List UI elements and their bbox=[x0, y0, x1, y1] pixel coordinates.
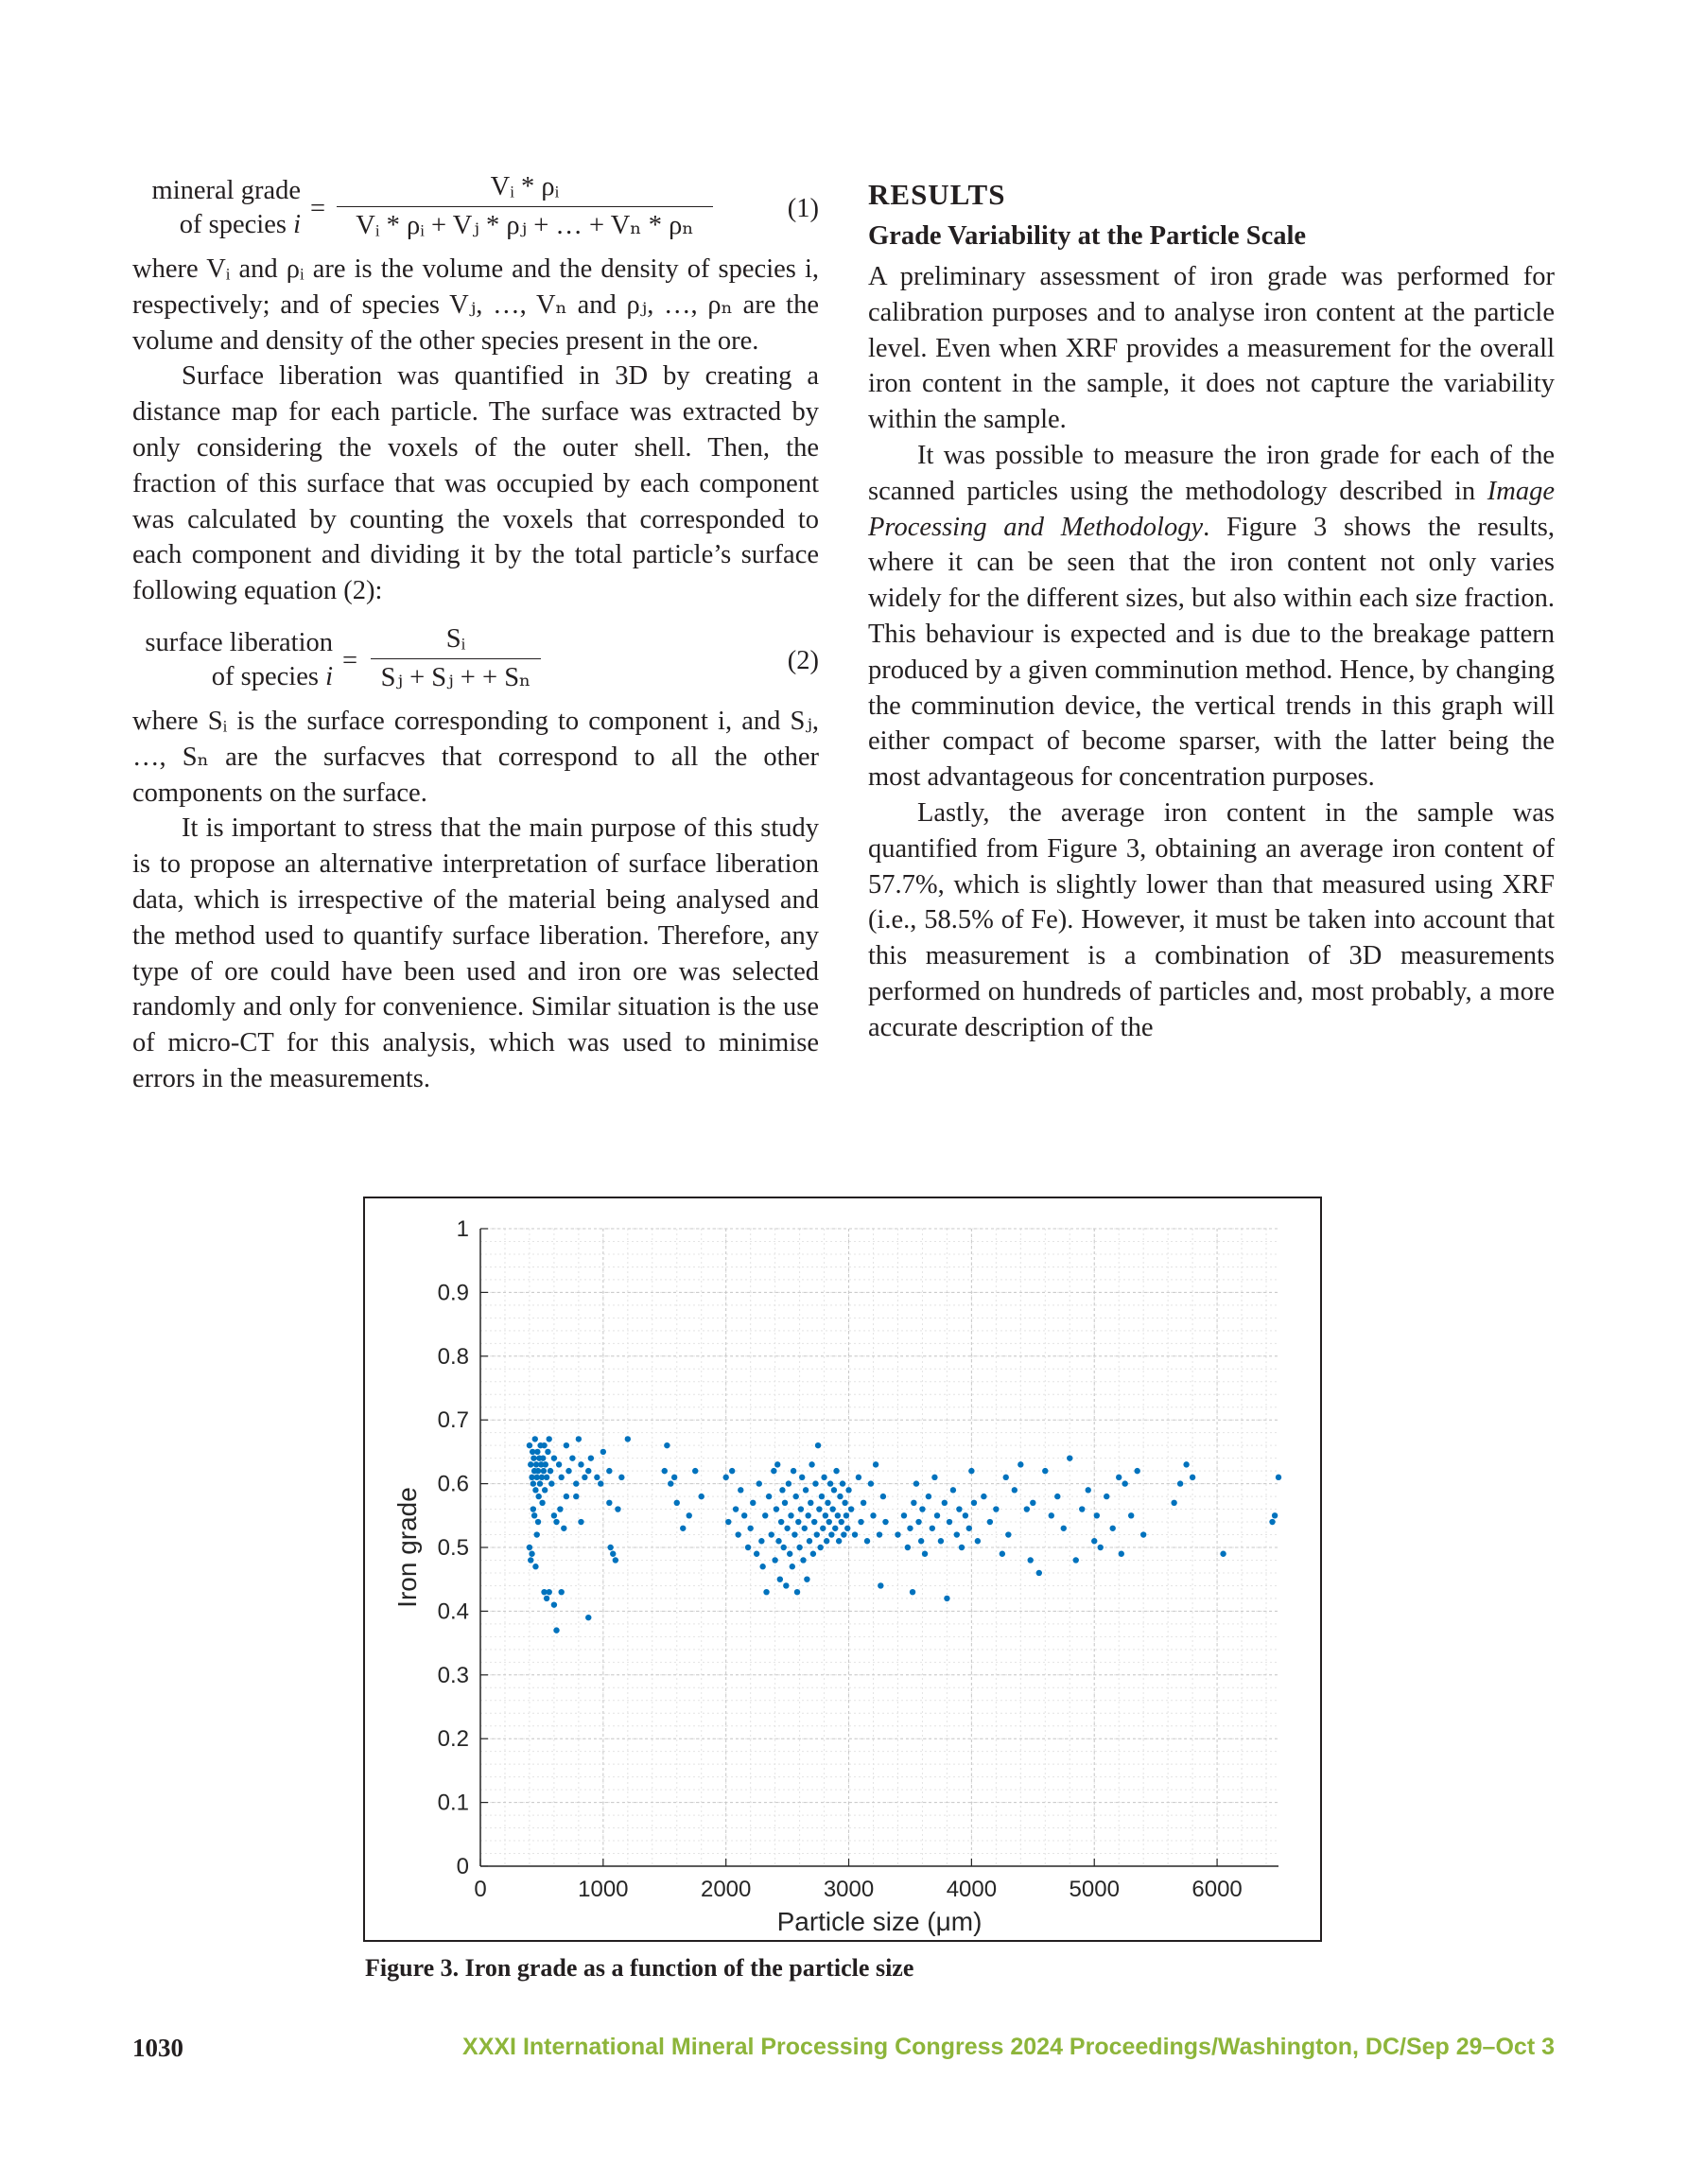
data-point bbox=[532, 1436, 538, 1441]
data-point bbox=[557, 1506, 563, 1511]
data-point bbox=[1269, 1519, 1275, 1525]
data-point bbox=[1030, 1500, 1035, 1506]
data-point bbox=[930, 1526, 935, 1531]
x-tick-label: 3000 bbox=[823, 1877, 875, 1902]
equation-2-lhs-var: i bbox=[325, 661, 333, 691]
data-point bbox=[699, 1494, 704, 1499]
left-column bbox=[132, 170, 819, 1097]
data-point bbox=[905, 1545, 911, 1550]
x-tick-label: 6000 bbox=[1191, 1877, 1243, 1902]
equation-2-equals: = bbox=[342, 645, 358, 675]
left-paragraph-2: Surface liberation was quantified in 3D by creating a distance map for each particle. The surface was extracted by only considering the voxels of the outer shell. Then, the fraction of this surface that was occupied by each component was calculated by counting the voxels that corresponded to each component and dividing it by the total particle’s surface following equation (2): bbox=[132, 361, 819, 606]
data-point bbox=[858, 1519, 863, 1525]
data-point bbox=[926, 1494, 931, 1499]
data-point bbox=[826, 1519, 832, 1525]
data-point bbox=[540, 1455, 546, 1460]
data-point bbox=[833, 1468, 839, 1474]
data-point bbox=[815, 1442, 821, 1448]
data-point bbox=[942, 1500, 948, 1506]
data-point bbox=[762, 1512, 768, 1518]
data-point bbox=[1012, 1487, 1017, 1493]
data-point bbox=[913, 1480, 919, 1486]
data-point bbox=[530, 1506, 536, 1511]
data-point bbox=[769, 1531, 774, 1537]
y-axis-label: Iron grade bbox=[392, 1487, 422, 1608]
data-point bbox=[1128, 1512, 1134, 1518]
left-paragraph-1: where Vᵢ and ρᵢ are is the volume and the density of species i, respectively; and of species Vⱼ, …, Vₙ and ρⱼ, …, ρₙ are the volume and density of the other species present in the ore. bbox=[132, 254, 819, 356]
right-paragraph-3: Lastly, the average iron content in the sample was quantified from Figure 3, obtaining an average iron content of 57.7%, which is slightly lower than that measured using XRF (i.e., 58.5% of Fe). However, it must be taken into account that this measurement is a combination of 3D measurements performed on hundreds of particles and, most probably, a more accurate description of the bbox=[868, 797, 1555, 1042]
data-point bbox=[741, 1512, 747, 1518]
data-point bbox=[931, 1475, 937, 1480]
data-point bbox=[528, 1461, 533, 1467]
data-point bbox=[821, 1475, 826, 1480]
data-point bbox=[810, 1551, 816, 1557]
data-point bbox=[968, 1468, 974, 1474]
data-point bbox=[816, 1506, 822, 1511]
data-point bbox=[820, 1526, 826, 1531]
x-tick-label: 4000 bbox=[946, 1877, 998, 1902]
data-point bbox=[837, 1494, 843, 1499]
data-point bbox=[805, 1512, 810, 1518]
x-tick-label: 2000 bbox=[700, 1877, 752, 1902]
data-point bbox=[594, 1475, 600, 1480]
data-point bbox=[534, 1449, 540, 1455]
data-point bbox=[827, 1480, 833, 1486]
data-point bbox=[915, 1519, 921, 1525]
data-point bbox=[1000, 1551, 1005, 1557]
data-point bbox=[553, 1519, 559, 1525]
data-point bbox=[824, 1538, 829, 1544]
data-point bbox=[1122, 1480, 1127, 1486]
data-point bbox=[844, 1512, 849, 1518]
equation-1-denominator: Vᵢ * ρᵢ + Vⱼ * ρⱼ + … + Vₙ * ρₙ bbox=[337, 206, 713, 243]
data-point bbox=[1073, 1557, 1079, 1563]
data-point bbox=[576, 1436, 582, 1441]
data-point bbox=[831, 1487, 837, 1493]
x-tick-label: 5000 bbox=[1069, 1877, 1120, 1902]
data-point bbox=[907, 1526, 913, 1531]
data-point bbox=[1005, 1531, 1011, 1537]
data-point bbox=[573, 1494, 579, 1499]
data-point bbox=[1140, 1531, 1146, 1537]
data-point bbox=[547, 1589, 552, 1595]
data-point bbox=[687, 1512, 692, 1518]
data-point bbox=[878, 1582, 883, 1588]
data-point bbox=[766, 1494, 772, 1499]
data-point bbox=[882, 1519, 888, 1525]
data-point bbox=[798, 1506, 804, 1511]
data-point bbox=[790, 1564, 795, 1569]
data-point bbox=[553, 1627, 559, 1633]
data-point bbox=[825, 1500, 830, 1506]
data-point bbox=[551, 1512, 557, 1518]
data-point bbox=[802, 1526, 808, 1531]
data-point bbox=[812, 1480, 818, 1486]
data-point bbox=[873, 1461, 878, 1467]
data-point bbox=[772, 1557, 777, 1563]
data-point bbox=[537, 1480, 543, 1486]
data-point bbox=[573, 1480, 579, 1486]
data-point bbox=[662, 1468, 668, 1474]
data-point bbox=[531, 1512, 537, 1518]
y-tick-label: 0.4 bbox=[437, 1599, 469, 1625]
data-point bbox=[1272, 1512, 1278, 1518]
data-point bbox=[800, 1557, 806, 1563]
data-point bbox=[803, 1487, 809, 1493]
data-point bbox=[1110, 1526, 1116, 1531]
data-point bbox=[791, 1531, 797, 1537]
data-point bbox=[918, 1538, 924, 1544]
data-point bbox=[1116, 1475, 1122, 1480]
footer-text: XXXI International Mineral Processing Congress 2024 Proceedings/Washington, DC/Sep 29–Oct 3 bbox=[462, 2034, 1555, 2060]
data-point bbox=[664, 1442, 670, 1448]
data-point bbox=[545, 1449, 550, 1455]
data-point bbox=[950, 1487, 956, 1493]
data-point bbox=[1036, 1570, 1042, 1576]
equation-2 bbox=[132, 622, 819, 704]
x-tick-label: 1000 bbox=[578, 1877, 629, 1902]
scatter-chart bbox=[365, 1198, 1320, 1940]
data-point bbox=[547, 1436, 552, 1441]
data-point bbox=[848, 1506, 854, 1511]
data-point bbox=[600, 1449, 606, 1455]
data-point bbox=[829, 1506, 835, 1511]
data-point bbox=[819, 1494, 825, 1499]
data-point bbox=[777, 1577, 783, 1582]
data-point bbox=[668, 1480, 673, 1486]
data-point bbox=[561, 1526, 566, 1531]
right-paragraph-2 bbox=[868, 438, 1555, 795]
right-paragraph-1: A preliminary assessment of iron grade was performed for calibration purposes and to analyse iron content at the particle level. Even when XRF provides a measurement for the overall iron content in the sample, it does not capture the variability within the sample. bbox=[868, 262, 1555, 435]
right-paragraph-2-a: It was possible to measure the iron grade for each of the scanned particles using the methodology described in bbox=[868, 440, 1555, 506]
y-tick-label: 0.1 bbox=[437, 1790, 469, 1816]
data-point bbox=[817, 1545, 823, 1550]
equation-1-lhs-line1: mineral grade bbox=[151, 176, 301, 205]
data-point bbox=[585, 1468, 591, 1474]
section-heading: RESULTS bbox=[868, 178, 1006, 211]
y-tick-label: 0.8 bbox=[437, 1343, 469, 1370]
data-point bbox=[680, 1526, 686, 1531]
data-point bbox=[919, 1506, 925, 1511]
data-point bbox=[842, 1500, 847, 1506]
equation-2-denominator: Sⱼ + Sⱼ + + Sₙ bbox=[371, 658, 541, 695]
data-point bbox=[1134, 1468, 1139, 1474]
data-point bbox=[1067, 1455, 1072, 1460]
equation-1-numerator: Vᵢ * ρᵢ bbox=[490, 172, 560, 201]
data-point bbox=[1098, 1545, 1104, 1550]
data-point bbox=[758, 1538, 764, 1544]
data-point bbox=[870, 1512, 876, 1518]
data-point bbox=[671, 1475, 677, 1480]
data-point bbox=[793, 1494, 799, 1499]
data-point bbox=[578, 1519, 583, 1525]
data-point bbox=[551, 1601, 557, 1607]
data-point bbox=[528, 1557, 533, 1563]
data-point bbox=[778, 1519, 784, 1525]
data-point bbox=[1024, 1506, 1030, 1511]
equation-2-numerator: Sᵢ bbox=[445, 623, 466, 654]
data-point bbox=[745, 1545, 751, 1550]
data-point bbox=[607, 1545, 613, 1550]
data-point bbox=[1042, 1468, 1048, 1474]
data-point bbox=[786, 1480, 791, 1486]
data-point bbox=[781, 1545, 787, 1550]
data-point bbox=[558, 1589, 564, 1595]
equation-1-number: (1) bbox=[787, 194, 819, 223]
data-point bbox=[530, 1480, 536, 1486]
y-tick-label: 0.5 bbox=[437, 1535, 469, 1561]
data-point bbox=[618, 1475, 624, 1480]
data-point bbox=[1017, 1461, 1023, 1467]
data-point bbox=[987, 1519, 993, 1525]
data-point bbox=[861, 1500, 866, 1506]
equation-2-lhs-line1: surface liberation bbox=[145, 627, 333, 657]
data-point bbox=[548, 1480, 554, 1486]
data-point bbox=[971, 1500, 977, 1506]
data-point bbox=[782, 1500, 788, 1506]
data-point bbox=[558, 1475, 564, 1480]
data-point bbox=[1049, 1512, 1054, 1518]
data-point bbox=[551, 1455, 557, 1460]
data-point bbox=[895, 1531, 900, 1537]
data-point bbox=[1220, 1551, 1226, 1557]
data-point bbox=[757, 1480, 762, 1486]
data-point bbox=[674, 1500, 680, 1506]
data-point bbox=[544, 1475, 549, 1480]
data-point bbox=[877, 1531, 882, 1537]
equation-1 bbox=[132, 170, 819, 252]
data-point bbox=[582, 1475, 587, 1480]
data-point bbox=[779, 1487, 785, 1493]
right-paragraph-2-b: . Figure 3 shows the results, where it can be seen that the iron content not only varies widely for the different sizes, but also within each size fraction. This behaviour is expected and is due to the breakage pattern produced by a given comminution method. Hence, by changing the comminution device, the vertical trends in this graph will either compact of become sparser, with the latter being the most advantageous for concentration purposes. bbox=[868, 512, 1556, 793]
data-point bbox=[1119, 1551, 1124, 1557]
data-point bbox=[1061, 1526, 1067, 1531]
data-point bbox=[527, 1442, 532, 1448]
data-point bbox=[774, 1506, 779, 1511]
data-point bbox=[1177, 1480, 1183, 1486]
data-point bbox=[529, 1551, 534, 1557]
data-point bbox=[565, 1468, 571, 1474]
data-point bbox=[535, 1494, 541, 1499]
data-point bbox=[787, 1551, 792, 1557]
data-point bbox=[844, 1526, 850, 1531]
equation-1-equals: = bbox=[310, 194, 326, 223]
data-point bbox=[610, 1551, 616, 1557]
data-point bbox=[543, 1461, 548, 1467]
data-point bbox=[856, 1475, 861, 1480]
data-point bbox=[839, 1519, 844, 1525]
data-point bbox=[993, 1506, 999, 1511]
data-point bbox=[754, 1551, 759, 1557]
data-point bbox=[759, 1564, 765, 1569]
data-point bbox=[1091, 1538, 1097, 1544]
equation-1-fraction bbox=[337, 170, 713, 243]
data-point bbox=[534, 1531, 540, 1537]
data-point bbox=[841, 1531, 846, 1537]
right-paragraph-2-italic: Image Processing and Methodology bbox=[868, 476, 1555, 542]
data-point bbox=[541, 1442, 547, 1448]
data-point bbox=[981, 1494, 986, 1499]
data-point bbox=[1104, 1494, 1109, 1499]
data-point bbox=[569, 1455, 575, 1460]
data-point bbox=[845, 1487, 851, 1493]
data-point bbox=[966, 1526, 972, 1531]
data-point bbox=[1086, 1487, 1091, 1493]
equation-1-lhs-line2: of species bbox=[179, 210, 287, 239]
data-point bbox=[615, 1506, 620, 1511]
data-point bbox=[585, 1615, 591, 1620]
data-point bbox=[832, 1526, 838, 1531]
data-point bbox=[959, 1545, 965, 1550]
data-point bbox=[541, 1468, 547, 1474]
equation-1-lhs-var: i bbox=[293, 210, 301, 239]
data-point bbox=[783, 1582, 789, 1588]
equation-2-fraction bbox=[371, 622, 541, 695]
figure-caption: Figure 3. Iron grade as a function of the particle size bbox=[365, 1954, 914, 1982]
data-point bbox=[794, 1589, 800, 1595]
data-point bbox=[539, 1500, 545, 1506]
data-point bbox=[910, 1589, 915, 1595]
data-point bbox=[725, 1519, 731, 1525]
data-point bbox=[956, 1506, 962, 1511]
data-point bbox=[564, 1442, 569, 1448]
data-point bbox=[588, 1455, 594, 1460]
data-point bbox=[811, 1519, 817, 1525]
data-point bbox=[809, 1461, 814, 1467]
data-point bbox=[1079, 1506, 1085, 1511]
data-point bbox=[532, 1564, 538, 1569]
data-point bbox=[564, 1494, 569, 1499]
data-point bbox=[880, 1494, 886, 1499]
data-point bbox=[1094, 1512, 1100, 1518]
data-point bbox=[771, 1468, 776, 1474]
data-point bbox=[864, 1538, 870, 1544]
data-point bbox=[548, 1468, 553, 1474]
y-tick-label: 1 bbox=[456, 1216, 469, 1242]
y-tick-label: 0.3 bbox=[437, 1662, 469, 1688]
data-point bbox=[938, 1538, 944, 1544]
figure-3 bbox=[363, 1197, 1322, 1942]
data-point bbox=[975, 1538, 981, 1544]
data-point bbox=[796, 1545, 802, 1550]
data-point bbox=[1028, 1557, 1034, 1563]
data-point bbox=[954, 1531, 960, 1537]
data-point bbox=[606, 1500, 612, 1506]
data-point bbox=[542, 1487, 548, 1493]
left-paragraph-3: where Sᵢ is the surface corresponding to component i, and Sⱼ, …, Sₙ are the surfacves that correspond to all the other components on the surface. bbox=[132, 706, 819, 808]
x-axis-label: Particle size (μm) bbox=[776, 1907, 983, 1936]
equation-2-number: (2) bbox=[787, 645, 819, 675]
data-point bbox=[868, 1480, 874, 1486]
data-point bbox=[791, 1468, 796, 1474]
y-tick-label: 0.9 bbox=[437, 1280, 469, 1306]
data-point bbox=[947, 1519, 952, 1525]
right-column bbox=[868, 170, 1555, 1046]
data-point bbox=[735, 1531, 740, 1537]
data-point bbox=[625, 1436, 631, 1441]
data-point bbox=[944, 1596, 949, 1601]
data-point bbox=[729, 1468, 735, 1474]
data-point bbox=[1171, 1500, 1176, 1506]
data-point bbox=[613, 1557, 618, 1563]
data-point bbox=[535, 1468, 541, 1474]
equation-2-lhs-line2: of species bbox=[211, 661, 319, 691]
data-point bbox=[852, 1531, 858, 1537]
data-point bbox=[835, 1512, 841, 1518]
equation-1-lhs bbox=[132, 174, 301, 242]
data-point bbox=[784, 1526, 790, 1531]
data-point bbox=[808, 1500, 813, 1506]
data-point bbox=[530, 1455, 536, 1460]
data-point bbox=[814, 1531, 820, 1537]
data-point bbox=[556, 1461, 562, 1467]
data-point bbox=[775, 1538, 781, 1544]
data-point bbox=[750, 1500, 756, 1506]
equation-2-lhs bbox=[132, 626, 333, 694]
y-tick-label: 0.6 bbox=[437, 1471, 469, 1497]
data-point bbox=[836, 1538, 842, 1544]
data-point bbox=[1054, 1494, 1060, 1499]
data-point bbox=[598, 1480, 603, 1486]
y-tick-label: 0 bbox=[456, 1854, 469, 1879]
data-point bbox=[578, 1461, 583, 1467]
y-tick-label: 0.2 bbox=[437, 1726, 469, 1753]
page-number: 1030 bbox=[132, 2034, 183, 2062]
data-point bbox=[692, 1468, 698, 1474]
data-point bbox=[807, 1538, 812, 1544]
data-point bbox=[532, 1487, 538, 1493]
data-point bbox=[804, 1577, 809, 1582]
data-point bbox=[544, 1596, 549, 1601]
data-point bbox=[1190, 1475, 1195, 1480]
data-point bbox=[738, 1487, 743, 1493]
data-point bbox=[823, 1512, 828, 1518]
data-point bbox=[922, 1551, 928, 1557]
subsection-heading: Grade Variability at the Particle Scale bbox=[868, 221, 1307, 251]
left-paragraph-4: It is important to stress that the main purpose of this study is to propose an alternative interpretation of surface liberation data, which is irrespective of the material being analysed and the method used to quantify surface liberation. Therefore, any type of ore could have been used and iron ore was selected randomly and only for convenience. Similar situation is the use of micro-CT for this analysis, which was used to minimise errors in the measurements. bbox=[132, 813, 819, 1093]
data-point bbox=[901, 1512, 907, 1518]
data-point bbox=[1003, 1475, 1009, 1480]
x-tick-label: 0 bbox=[474, 1877, 487, 1902]
data-point bbox=[934, 1512, 940, 1518]
data-point bbox=[527, 1545, 532, 1550]
data-point bbox=[606, 1468, 612, 1474]
data-point bbox=[747, 1526, 753, 1531]
data-point bbox=[535, 1519, 541, 1525]
data-point bbox=[722, 1475, 728, 1480]
y-tick-label: 0.7 bbox=[437, 1407, 469, 1434]
data-point bbox=[911, 1500, 916, 1506]
data-point bbox=[795, 1519, 801, 1525]
data-point bbox=[763, 1589, 769, 1595]
data-point bbox=[1276, 1475, 1281, 1480]
data-point bbox=[1183, 1461, 1189, 1467]
data-point bbox=[828, 1531, 834, 1537]
data-point bbox=[733, 1506, 739, 1511]
data-point bbox=[774, 1461, 780, 1467]
data-point bbox=[799, 1475, 805, 1480]
data-point bbox=[963, 1512, 968, 1518]
data-point bbox=[788, 1512, 793, 1518]
data-point bbox=[840, 1480, 845, 1486]
